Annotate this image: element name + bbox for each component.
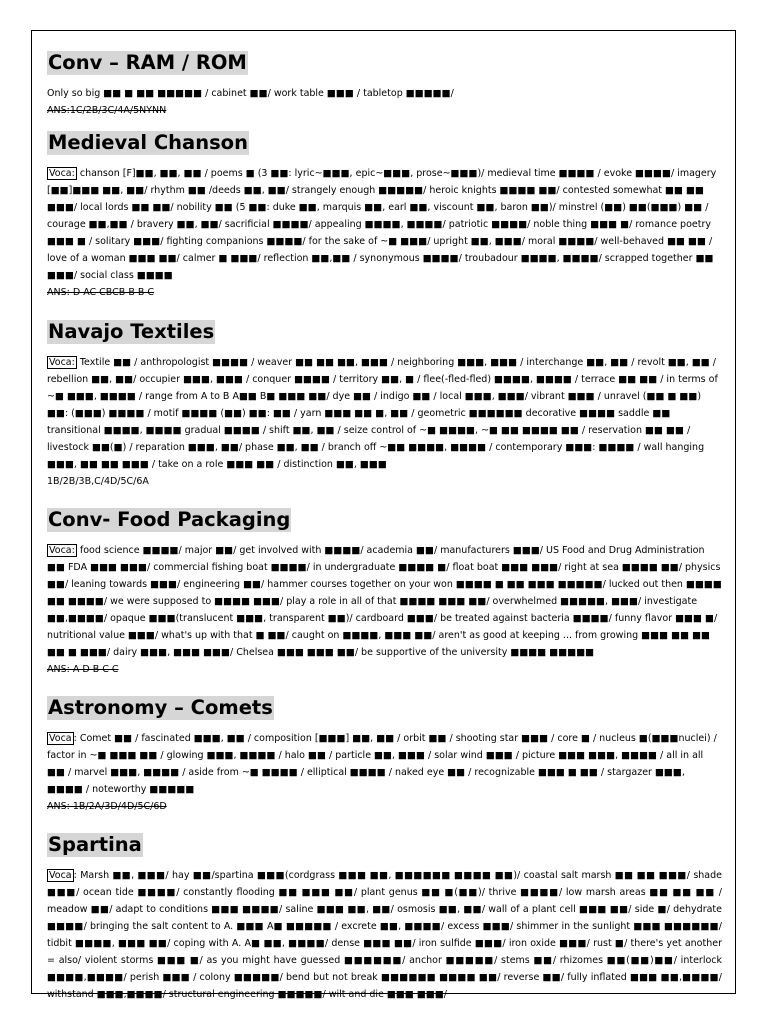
voca-label: Voca:: [49, 357, 75, 368]
document-page: [31, 30, 736, 1000]
voca-label: Voca: [49, 733, 72, 744]
section-conv-ram-rom: [47, 51, 722, 119]
answer-line: ANS: 1B/2A/3D/4D/5C/6D: [47, 801, 167, 812]
section-medieval-chanson: [47, 131, 722, 301]
section-spartina: [47, 833, 722, 1003]
section-title: Spartina: [48, 833, 142, 856]
section-title: Conv- Food Packaging: [48, 508, 291, 531]
answer-line: 1B/2B/3B,C/4D/5C/6A: [47, 476, 149, 487]
section-body: : Marsh ■■, ■■■/ hay ■■/spartina ■■■(cordgrass ■■■ ■■, ■■■■■■ ■■■■ ■■)/ coastal salt marsh ■■ ■■ ■■■/ shade ■■■/ ocean tide ■■■■/ constantly flooding ■■ ■■■ ■■/ plant genus ■■ ■(■■)/ thrive ■■■■/ low marsh areas ■■ ■■ ■■ / meadow ■■/ adapt to conditions ■■■ ■■■■/ saline ■■■ ■■, ■■/ osmosis ■■, ■■/ wall of a plant cell ■■■ ■■/ side ■/ dehydrate ■■■■/ bringing the salt content to A. ■■■ A■ ■■■■■ / excrete ■■, ■■■■/ excess ■■■/ shimmer in the sunlight ■■■ ■■■■■■/ tidbit ■■■■, ■■■ ■■/ coping with A. A■ ■■, ■■■■/ dense ■■■ ■■/ iron sulfide ■■■/ iron oxide ■■■/ rust ■/ there's yet another = also/ violent storms ■■■ ■/ as you might have guessed ■■■■■■/ anchor ■■■■■/ stems ■■/ rhizomes ■■(■■)■■/ interlock ■■■■,■■■■/ perish ■■■ / colony ■■■■■/ bend but not break ■■■■■■ ■■■■ ■■/ reverse ■■/ fully inflated ■■■ ■■,■■■■/ withstand ■■■,■■■■/ structural engineering ■■■■■/ wilt and die ■■■ ■■■/: [47, 870, 722, 1000]
section-body: chanson [F]■■, ■■, ■■ / poems ■ (3 ■■: lyric~■■■, epic~■■■, prose~■■■)/ medieval time ■■■■ / evoke ■■■■/ imagery [■■]■■■ ■■, ■■/ rhythm ■■ /deeds ■■, ■■/ strangely enough ■■■■■/ heroic knights ■■■■ ■■/ contested somewhat ■■ ■■ ■■■/ local lords ■■ ■■/ nobility ■■ (5 ■■: duke ■■, marquis ■■, earl ■■, viscount ■■, baron ■■)/ minstrel (■■) ■■(■■■) ■■ / courage ■■,■■ / bravery ■■, ■■/ sacrificial ■■■■/ appealing ■■■■, ■■■■/ patriotic ■■■■/ noble thing ■■■ ■/ romance poetry ■■■ ■ / solitary ■■■/ fighting companions ■■■■/ for the sake of ~■ ■■■/ upright ■■, ■■■/ moral ■■■■/ well-behaved ■■ ■■ / love of a woman ■■■ ■■/ calmer ■ ■■■/ reflection ■■,■■ / synonymous ■■■■/ troubadour ■■■■, ■■■■/ scrapped together ■■ ■■■/ social class ■■■■: [47, 168, 717, 281]
section-title: Navajo Textiles: [48, 320, 215, 343]
section-body: Textile ■■ / anthropologist ■■■■ / weaver ■■ ■■ ■■, ■■■ / neighboring ■■■, ■■■ / interchange ■■, ■■ / revolt ■■, ■■ / rebellion ■■, ■■/ occupier ■■■, ■■■ / conquer ■■■■ / territory ■■, ■ / flee(-fled-fled) ■■■■, ■■■■ / terrace ■■ ■■ / in terms of ~■ ■■■, ■■■■ / range from A to B A■■ B■ ■■■ ■■/ dye ■■ / indigo ■■ / local ■■■, ■■■/ vibrant ■■■ / unravel (■■ ■ ■■) ■■: (■■■) ■■■■ / motif ■■■■ (■■) ■■: ■■ / yarn ■■■ ■■ ■, ■■ / geometric ■■■■■■ decorative ■■■■ saddle ■■ transitional ■■■■, ■■■■ gradual ■■■■ / shift ■■, ■■ / seize control of ~■ ■■■■, ~■ ■■ ■■■■ ■■ / reservation ■■ ■■ / livestock ■■(■) / reparation ■■■, ■■/ phase ■■, ■■ / branch off ~■■ ■■■■, ■■■■ / contemporary ■■■: ■■■■ / wall hanging ■■■, ■■ ■■ ■■■ / take on a role ■■■ ■■ / distinction ■■, ■■■: [47, 357, 718, 470]
section-astronomy-comets: [47, 696, 722, 815]
voca-label: Voca:: [49, 168, 75, 179]
document-content: [47, 51, 722, 1003]
section-navajo-textiles: [47, 320, 722, 490]
section-title: Medieval Chanson: [48, 131, 248, 154]
answer-line: ANS:1C/2B/3C/4A/5NYNN: [47, 105, 167, 116]
answer-line: ANS: D AC CBCB B B C: [47, 287, 155, 298]
section-body: : Comet ■■ / fascinated ■■■, ■■ / composition [■■■] ■■, ■■ / orbit ■■ / shooting star ■■■ / core ■ / nucleus ■(■■■nuclei) / factor in ~■ ■■■ ■■ / glowing ■■■, ■■■■ / halo ■■ / particle ■■, ■■■ / solar wind ■■■ / picture ■■■ ■■■, ■■■■ / all in all ■■ / marvel ■■■, ■■■■ / aside from ~■ ■■■■ / elliptical ■■■■ / naked eye ■■ / recognizable ■■■ ■ ■■ / stargazer ■■■, ■■■■ / noteworthy ■■■■■: [47, 733, 717, 795]
section-body: Only so big ■■ ■ ■■ ■■■■■ / cabinet ■■/ work table ■■■ / tabletop ■■■■■/: [47, 88, 454, 99]
voca-label: Voca:: [49, 545, 75, 556]
section-food-packaging: [47, 508, 722, 678]
section-title: Astronomy – Comets: [48, 696, 273, 719]
section-title: Conv – RAM / ROM: [48, 51, 247, 74]
section-body: food science ■■■■/ major ■■/ get involved with ■■■■/ academia ■■/ manufacturers ■■■/ US Food and Drug Administration ■■ FDA ■■■ ■■■/ commercial fishing boat ■■■■/ in undergraduate ■■■■ ■/ float boat ■■■ ■■■/ right at sea ■■■■ ■■/ physics ■■/ leaning towards ■■■/ engineering ■■/ hammer courses together on your won ■■■■ ■ ■■ ■■■ ■■■■■/ lucked out then ■■■■ ■■ ■■■■/ we were supposed to ■■■■ ■■■/ play a role in all of that ■■■■ ■■■ ■■/ overwhelmed ■■■■■, ■■■/ investigate ■■,■■■■/ opaque ■■■(translucent ■■■, transparent ■■)/ cardboard ■■■/ be treated against bacteria ■■■■/ funny flavor ■■■ ■/ nutritional value ■■■/ what's up with that ■ ■■/ caught on ■■■■, ■■■ ■■/ aren't as good at keeping ... from growing ■■■ ■■ ■■ ■■ ■ ■■■/ dairy ■■■, ■■■ ■■■/ Chelsea ■■■ ■■■ ■■/ be supportive of the university ■■■■ ■■■■■: [47, 545, 722, 658]
answer-line: ANS: A D B C C: [47, 664, 119, 675]
voca-label: Voca: [49, 870, 72, 881]
